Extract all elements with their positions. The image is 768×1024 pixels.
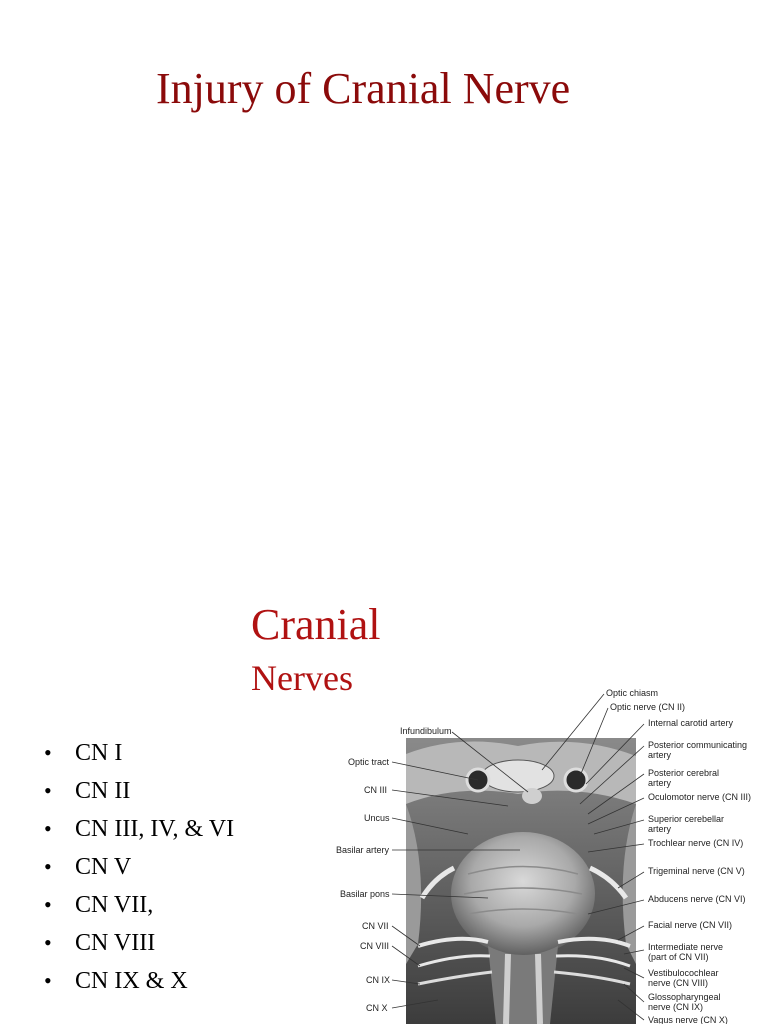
slide-1-title: Injury of Cranial Nerve <box>156 64 571 113</box>
label-cn-x: CN X <box>366 1003 388 1013</box>
label-optic-nerve: Optic nerve (CN II) <box>610 702 686 712</box>
label-uncus: Uncus <box>364 813 390 823</box>
label-abducens-nerve: Abducens nerve (CN VI) <box>648 894 746 904</box>
slide-2-title-line-2: Nerves <box>251 658 353 698</box>
label-trigeminal-nerve: Trigeminal nerve (CN V) <box>648 866 745 876</box>
label-glossopharyngeal-nerve: Glossopharyngeal nerve (CN IX) <box>648 992 721 1012</box>
bullet-item: • CN V <box>44 852 274 882</box>
label-internal-carotid-artery: Internal carotid artery <box>648 718 734 728</box>
brainstem-anatomy-figure <box>318 684 768 1024</box>
bullet-item: • CN VIII <box>44 928 274 958</box>
bullet-list <box>44 738 274 1004</box>
label-vagus-nerve: Vagus nerve (CN X) <box>648 1015 728 1024</box>
label-cn-vii: CN VII <box>362 921 389 931</box>
label-cn-viii: CN VIII <box>360 941 390 951</box>
label-superior-cerebellar-artery: Superior cerebellar artery <box>648 814 725 834</box>
label-cn-iii: CN III <box>364 785 388 795</box>
label-basilar-pons: Basilar pons <box>340 889 390 899</box>
label-facial-nerve: Facial nerve (CN VII) <box>648 920 733 930</box>
slide-2-title-line-1: Cranial <box>251 600 381 649</box>
label-intermediate-nerve: Intermediate nerve (part of CN VII) <box>648 942 724 962</box>
label-posterior-communicating-artery: Posterior communicating artery <box>648 740 748 760</box>
label-posterior-cerebral-artery: Posterior cerebral artery <box>648 768 720 788</box>
label-optic-chiasm: Optic chiasm <box>606 688 659 698</box>
label-basilar-artery: Basilar artery <box>336 845 390 855</box>
slide-2 <box>0 576 768 1024</box>
label-oculomotor-nerve: Oculomotor nerve (CN III) <box>648 792 752 802</box>
bullet-item: • CN II <box>44 776 274 806</box>
bullet-item: • CN IX & X <box>44 966 274 996</box>
label-infundibulum: Infundibulum <box>400 726 452 736</box>
bullet-item: • CN III, IV, & VI <box>44 814 274 844</box>
label-trochlear-nerve: Trochlear nerve (CN IV) <box>648 838 744 848</box>
bullet-item: • CN I <box>44 738 274 768</box>
label-cn-ix: CN IX <box>366 975 391 985</box>
label-optic-tract: Optic tract <box>348 757 390 767</box>
bullet-item: • CN VII, <box>44 890 274 920</box>
label-vestibulocochlear-nerve: Vestibulocochlear nerve (CN VIII) <box>648 968 719 988</box>
